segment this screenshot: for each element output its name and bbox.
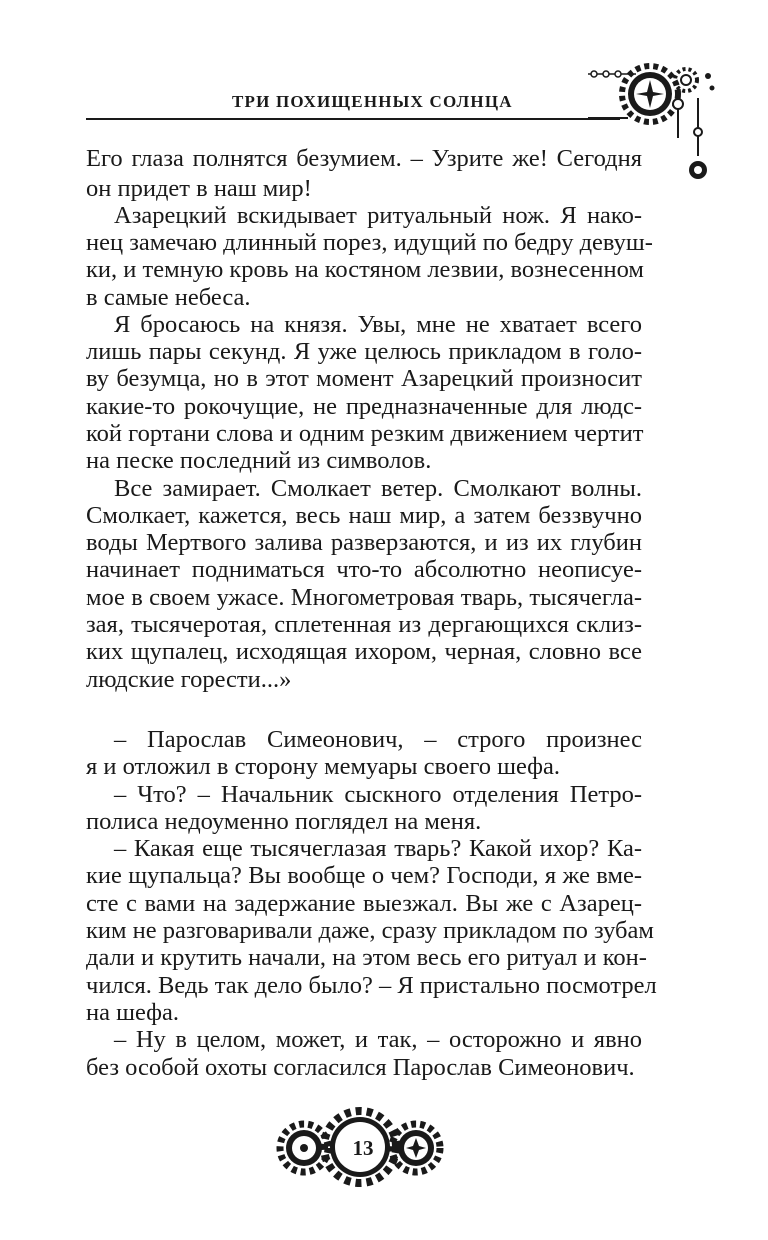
text-line: мое в своем ужасе. Многометровая тварь, тысячегла- — [86, 584, 642, 611]
text-line: Все замирает. Смолкает ветер. Смолкают волны. — [114, 475, 642, 502]
text-line: дали и крутить начали, на этом весь его ритуал и кон- — [86, 944, 647, 971]
right-gear-icon — [392, 1124, 440, 1172]
text-line: он придет в наш мир! — [86, 175, 312, 202]
text-line: лишь пары секунд. Я уже целюсь прикладом в голо- — [86, 338, 642, 365]
page-number: 13 — [352, 1135, 374, 1160]
text-line: нец замечаю длинный порез, идущий по бедру девуш- — [86, 229, 653, 256]
text-line: воды Мертвого залива разверзаются, и из их глубин — [86, 529, 642, 556]
text-line: какие-то рокочущие, не предназначенные для людс- — [86, 393, 642, 420]
text-line: кой гортани слова и одним резким движением чертит — [86, 420, 644, 447]
text-line: ким не разговаривали даже, сразу прикладом по зубам — [86, 917, 654, 944]
text-line: – Что? – Начальник сыскного отделения Петро- — [114, 781, 642, 808]
text-line: на шефа. — [86, 999, 180, 1026]
text-line: ких щупалец, исходящая ихором, черная, словно все — [86, 638, 642, 665]
text-line: на песке последний из символов. — [86, 447, 432, 474]
text-line: я и отложил в сторону мемуары своего шефа. — [86, 753, 561, 780]
text-line: в самые небеса. — [86, 284, 251, 311]
running-header-title: ТРИ ПОХИЩЕННЫХ СОЛНЦА — [232, 92, 513, 111]
text-line: Смолкает, кажется, весь наш мир, а затем беззвучно — [86, 502, 642, 529]
large-gear-icon — [622, 66, 678, 122]
header-rule — [86, 118, 620, 120]
pendant-gear-icon — [689, 161, 707, 179]
text-line: чился. Ведь так дело было? – Я пристально посмотрел — [86, 972, 657, 999]
text-line: без особой охоты согласился Парослав Симеонович. — [86, 1054, 635, 1081]
text-line: – Ну в целом, может, и так, – осторожно и явно — [114, 1026, 642, 1053]
text-line: людские горести...» — [86, 666, 292, 693]
text-line: – Парослав Симеонович, – строго произнес — [114, 726, 642, 753]
text-line: начинает подниматься что-то абсолютно неописуе- — [86, 556, 642, 583]
text-line: ки, и темную кровь на костяном лезвии, вознесенном — [86, 256, 644, 283]
text-line: Я бросаюсь на князя. Увы, мне не хватает всего — [114, 311, 642, 338]
text-line: полиса недоуменно поглядел на меня. — [86, 808, 482, 835]
text-line: зая, тысячеротая, сплетенная из дергающихся склиз- — [86, 611, 642, 638]
small-gear-icon — [675, 69, 697, 91]
text-line: Азарецкий вскидывает ритуальный нож. Я нако- — [114, 202, 642, 229]
text-line: кие щупальца? Вы вообще о чем? Господи, я же вме- — [86, 862, 642, 889]
text-line: Его глаза полнятся безумием. – Узрите же! Сегодня — [86, 145, 642, 172]
text-line: сте с вами на задержание выезжал. Вы же с Азарец- — [86, 890, 642, 917]
text-line: ву безумца, но в этот момент Азарецкий произносит — [86, 365, 642, 392]
text-line: – Какая еще тысячеглазая тварь? Какой ихор? Ка- — [114, 835, 642, 862]
